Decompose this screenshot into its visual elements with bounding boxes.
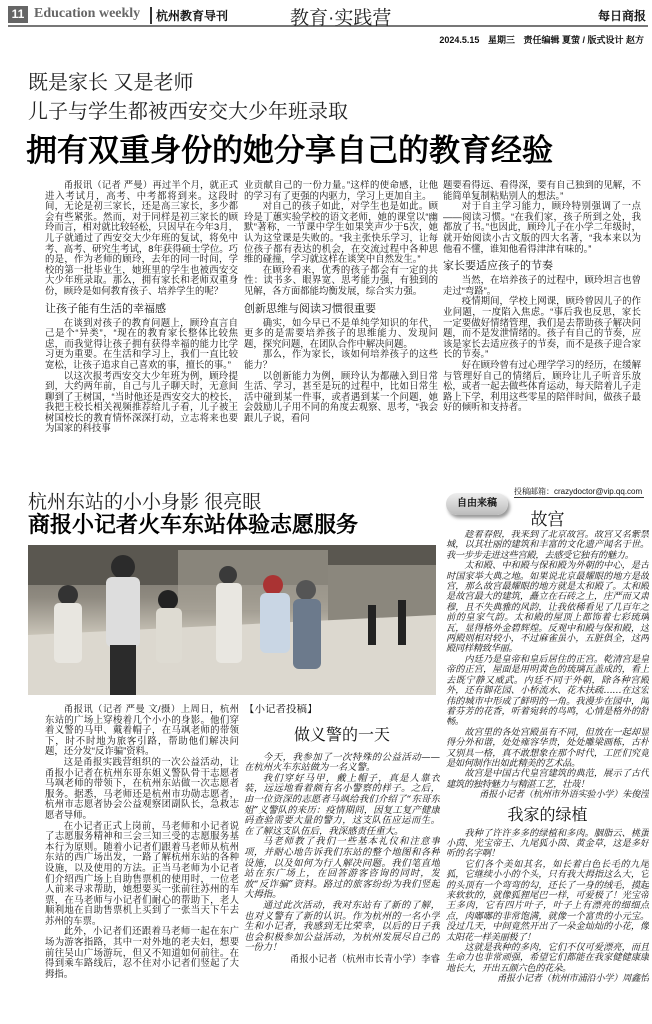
paragraph: 我们穿好马甲，戴上帽子，真是人靠衣装，远远地看着颇有名小警察的样子。之后，由一位资深的志愿者马飒给我们介绍了“东哥东姐”义警队的来历：疫情期间，因复工复产健康码查验需要大量的警力，这支队伍应运而生。在了解这支队伍后，我深感责任重大。 xyxy=(244,772,440,837)
paragraph: 疫情期间，学校上网课，顾玲曾因儿子的作业问题，一度陷入焦虑。“事后我也反思，家长一定要做好情绪管理，我们是去帮助孩子解决问题，而不是发泄情绪的。孩子有自己的节奏，应该是家长去适应孩子的节奏，而不是孩子迎合家长的节奏。” xyxy=(443,295,641,360)
paragraph: 在谈到对孩子的教育问题上，顾玲直言自己是个“异类”，“现在的教育家长整体比较焦虑，而我觉得让孩子拥有获得幸福的能力比学习更为重要。在生活和学习上，我们一直比较宽松，让孩子追求自己喜欢的事，擅长的事。” xyxy=(45,316,238,370)
paragraph: 以创新能力为例，顾玲认为都融入到日常生活、学习，甚至是玩的过程中，比如日常生活中碰到某一件事，或者遇到某一个问题，她会鼓励儿子用不同的角度去观察、思考，“我会跟儿子说，看问 xyxy=(244,369,438,423)
story2-byline: 甬报小记者（杭州市浦沿小学）周鑫怡 xyxy=(497,973,649,985)
article1-subkicker: 儿子与学生都被西安交大少年班录取 xyxy=(28,101,348,123)
subheading: 创新思维与阅读习惯很重要 xyxy=(244,302,376,315)
article2-headline: 商报小记者火车东站体验志愿服务 xyxy=(28,512,359,537)
paragraph: 在顾玲看来，优秀的孩子都会有一定的共性：读书多、眼界宽、思考能力强，有独到的见解，各方面都能均衡发展，综合实力强。 xyxy=(244,263,438,296)
news-photo xyxy=(28,545,436,695)
editors: 责任编辑 夏萤 / 版式设计 赵方 xyxy=(523,35,644,45)
paragraph: 业贡献自己的一份力量。”这样的使命感，让他的学习有了更强的内驱力，学习上更加自主。 xyxy=(244,180,438,201)
contribution-column xyxy=(244,704,440,1022)
paragraph: 故宫里的各处宫殿虽有不同，但放在一起却显得分外和谐，处处雍容华贵，处处雕梁画栋，古朴又别具一格，真不敢想象在那个时代，工匠们究竟是如何制作出如此精美的艺术品。 xyxy=(446,726,649,769)
submission-email: 投稿邮箱：crazydoctor@vip.qq.com xyxy=(514,487,643,496)
date: 2024.5.15 xyxy=(439,35,480,45)
subheading: 让孩子能有生活的幸福感 xyxy=(45,302,166,315)
paragraph: 对于自主学习能力，顾玲特别强调了一点——阅读习惯。“在我们家，孩子所到之处，我都放了书。”也因此，顾玲儿子在小学二年级时，就开始阅读小古文版的四大名著，“我本来以为他看不懂，谁知他看得津津有味的。” xyxy=(443,200,641,254)
station-volunteers-photo xyxy=(28,545,436,695)
paragraph: 题要看得远、看得深，要有自己独到的见解，不能简单复制粘贴别人的想法。” xyxy=(443,180,641,201)
article2-kicker: 杭州东站的小小身影 很亮眼 xyxy=(28,492,262,513)
weekday: 星期三 xyxy=(487,35,515,45)
paragraph: 好在顾玲曾有过心理学学习的经历，在缓解与管理好自己的情绪后，顾玲让儿子听音乐放松，或者一起去做些体育运动，每天陪着儿子走路上下学，利用这些零星的陪伴时间，做孩子最好的倾听和支持者。 xyxy=(443,358,641,413)
paragraph: 甬报讯（记者 严曼）再过半个月，就正式进入考试月，高考、中考都将到来。这段时间，无论是初三家长，还是高三家长，多少都会有些紧张。然而，对于同样是初三家长的顾玲而言，相对就比较轻松，只因早在今年3月，儿子就通过了西安交大少年班的复试，将免中考、高考、研究生考试，8年获得硕士学位。巧的是，作为老师的顾玲，去年的同一时间，学校的第一批毕业生，她班里的学生也被西安交大少年班录取。那么，拥有家长和老师双重身份，顾玲是如何教育孩子、培养学生的呢？ xyxy=(45,180,238,296)
brand-chinese: 杭州教育导刊 xyxy=(150,7,228,24)
paragraph: 这就是我种的多肉，它们不仅可爱漂亮，而且生命力也非常顽强，希望它们都能在我家健健康康地长大，开出五颜六色的花朵。 xyxy=(446,942,649,974)
paragraph: 马老师教了我们一些基本礼仪和注意事项，并耐心地告诉我们东站的整个地图和各种设施，以及如何为行人解决问题。我们笔直地站在东广场上，在回答游客咨询的同时，发放“反诈骗”资料。路过的旅客纷纷为我们竖起大拇指。 xyxy=(244,836,440,901)
paragraph: 对自己的孩子如此，对学生也是如此。顾玲是丁蕙实验学校的语文老师，她的课堂以“幽默”著称，一节课中学生如果笑声少于5次，她认为这堂课是失败的。“我主张快乐学习，让每位孩子都有表达的机会，在交流过程中各种思维的碰撞，学习就这样在谈笑中自然发生。” xyxy=(244,200,438,265)
newspaper-name: 每日商报 xyxy=(597,9,646,23)
paragraph: 甬报讯（记者 严曼 文/摄）上周日，杭州东站的广场上穿梭着几个小小的身影。他们穿着义警的马甲、戴着帽子，在马飒老师的带领下，时不时地为旅客引路，帮助他们解决问题，还分发“反诈骗”资料。 xyxy=(45,704,239,757)
article1-column-3 xyxy=(443,180,641,480)
paragraph: 趁着春假，我来到了北京故宫。故宫又名紫禁城，以其壮丽的建筑和丰富的文化遗产闻名于世。我一步步走进这些宫殿，去感受它独有的魅力。 xyxy=(446,530,649,561)
contribution-byline: 甬报小记者（杭州市长青小学）李睿 xyxy=(289,952,440,964)
paragraph: 它们各个美如其名，如长着白色长毛的九尾狐，它继续小小的个头，只有我大拇指这么大，它的头顶有一个弯弯的勾，还长了一身的绒毛，摸起来软软的，就像狐狸尾巴一样，可爱极了！光宝帝王多肉，它有四片叶子，叶子上有漂亮的细细点点，肉嘟嘟的非常饱满，就像一个富贵的小元宝。没过几天，中间竟然开出了一朵金灿灿的小花，像太阳花一样美丽极了！ xyxy=(446,858,649,943)
page-number: 11 xyxy=(8,6,28,23)
paragraph: 太和殿、中和殿与保和殿为外朝的中心，是古时国家举大典之地。如果说北京最耀眼的地方是故宫，那么故宫最耀眼的地方就是太和殿了。太和殿是故宫最大的建筑，矗立在石砖之上，庄严而又肃穆，且不失典雅的风韵，让我依稀看见了几百年之前的皇家气韵。太和殿的屋顶上都饰着七彩琉璃瓦，显得格外金碧辉煌。反观中和殿与保和殿，这两殿则相对较小，不过麻雀虽小，五脏俱全，这两殿同样精致华丽。 xyxy=(446,560,649,655)
article1-column-1 xyxy=(45,180,238,480)
story2-title: 我家的绿植 xyxy=(507,806,588,824)
article1-column-2 xyxy=(244,180,438,480)
brand-english: Education weekly xyxy=(34,6,141,21)
subheading: 家长要适应孩子的节奏 xyxy=(443,260,553,273)
story1-title: 故宫 xyxy=(530,510,565,529)
paragraph: 以这次报考西安交大少年班为例，顾玲提到，大约两年前，自己与儿子聊天时，无意间聊到了王树国，“当时他还是西安交大的校长，我把王校长相关视频推荐给儿子看，儿子被王树国校长的教育情怀深深打动，立志将来也要为国家的科技事 xyxy=(45,369,238,434)
paragraph: 通过此次活动，我对东站有了新的了解，也对义警有了新的认识。作为杭州的一名小学生和小记者，我感到无比荣幸，以后的日子我也会积极参加公益活动，为杭州发展尽自己的一份力！ xyxy=(244,899,440,954)
paragraph: 今天，我参加了一次特殊的公益活动——在杭州火车东站做为一名义警。 xyxy=(244,751,440,774)
paragraph: 确实，如今早已不是单纯学知识的年代，更多的是需要培养孩子的思维能力、发现问题，探究问题，在团队合作中解决问题。 xyxy=(244,316,438,349)
story1-body xyxy=(446,530,649,790)
article1-kicker: 既是家长 又是老师 xyxy=(28,72,194,94)
paragraph: 故宫是中国古代皇宫建筑的典范，展示了古代建筑的独特魅力与精湛工艺，壮哉！ xyxy=(446,768,649,790)
masthead xyxy=(8,3,648,27)
paragraph: 我种了许许多多的绿植和多肉。胭脂云、桃蛋小茵、光宝帝王、九尾狐小茵、黄金草，这是多好听的名字啊！ xyxy=(446,827,649,860)
paragraph: 此外，小记者们还跟着马老师一起在东广场为游客指路，其中一对外地的老夫妇，想要前往吴山广场游玩，但又不知道如何前往。在得到乘车路线后，忍不住对小记者们竖起了大拇指。 xyxy=(45,925,239,979)
paragraph: 这是甬报实践营组织的一次公益活动，让甬报小记者在杭州东哥东姐义警队骨干志愿者马飒老师的带领下，在杭州东站做一次志愿者服务。据悉，马老师还是杭州市功勋志愿者，杭州市志愿者协会公益观察团副队长，急救志愿者导师。 xyxy=(45,755,239,820)
contribution-body xyxy=(244,753,440,954)
dateline xyxy=(433,33,644,46)
article1-headline: 拥有双重身份的她分享自己的教育经验 xyxy=(26,133,553,168)
contribution-tag: 【小记者投稿】 xyxy=(244,704,318,715)
section-title: 教育·实践营 xyxy=(290,8,392,29)
paragraph: 那么，作为家长，该如何培养孩子的这些能力？ xyxy=(244,348,438,370)
free-contribution-sidebar xyxy=(446,483,649,1024)
paragraph: 在小记者正式上岗前，马老师和小记者说了志愿服务精神和三会三知三受的志愿服务基本行为原则。随着小记者们跟着马老师从杭州东站的西广场出发，一路了解杭州东站的各种设施，以及使用的方法。正当马老师为小记者们介绍西广场上自助售票机的使用时，一位老人前来寻求帮助，她想要买一张前往苏州的车票，在马老师与小记者们耐心的帮助下，老人顺利地在自助售票机上买到了一张当天下午去苏州的车票。 xyxy=(45,819,239,926)
story1-byline: 甬报小记者（杭州市外语实验小学）朱俊滢 xyxy=(479,789,649,801)
contribution-title: 做义警的一天 xyxy=(293,726,390,744)
story2-body xyxy=(446,829,649,975)
free-contribution-badge: 自由来稿 xyxy=(446,493,508,515)
paragraph: 当然，在培养孩子的过程中，顾玲坦言也曾走过“弯路”。 xyxy=(443,274,641,296)
sidebar-stories xyxy=(446,530,649,1024)
article2-column-1 xyxy=(45,704,239,1022)
paragraph: 内廷乃是皇帝和皇后居住的正宫。乾清宫是皇帝的正宫，屋面是用明黄色的琉璃瓦盖成的，看上去既宁静又威武。内廷不同于外朝，除各种宫殿外，还有御花园、小桥流水、花木扶疏……在这宏伟的城市中形成了鲜明的一角。我漫步在园中，闻着芬芳的花香，听着宛转的鸟鸣，心情是格外的舒畅。 xyxy=(446,653,649,728)
